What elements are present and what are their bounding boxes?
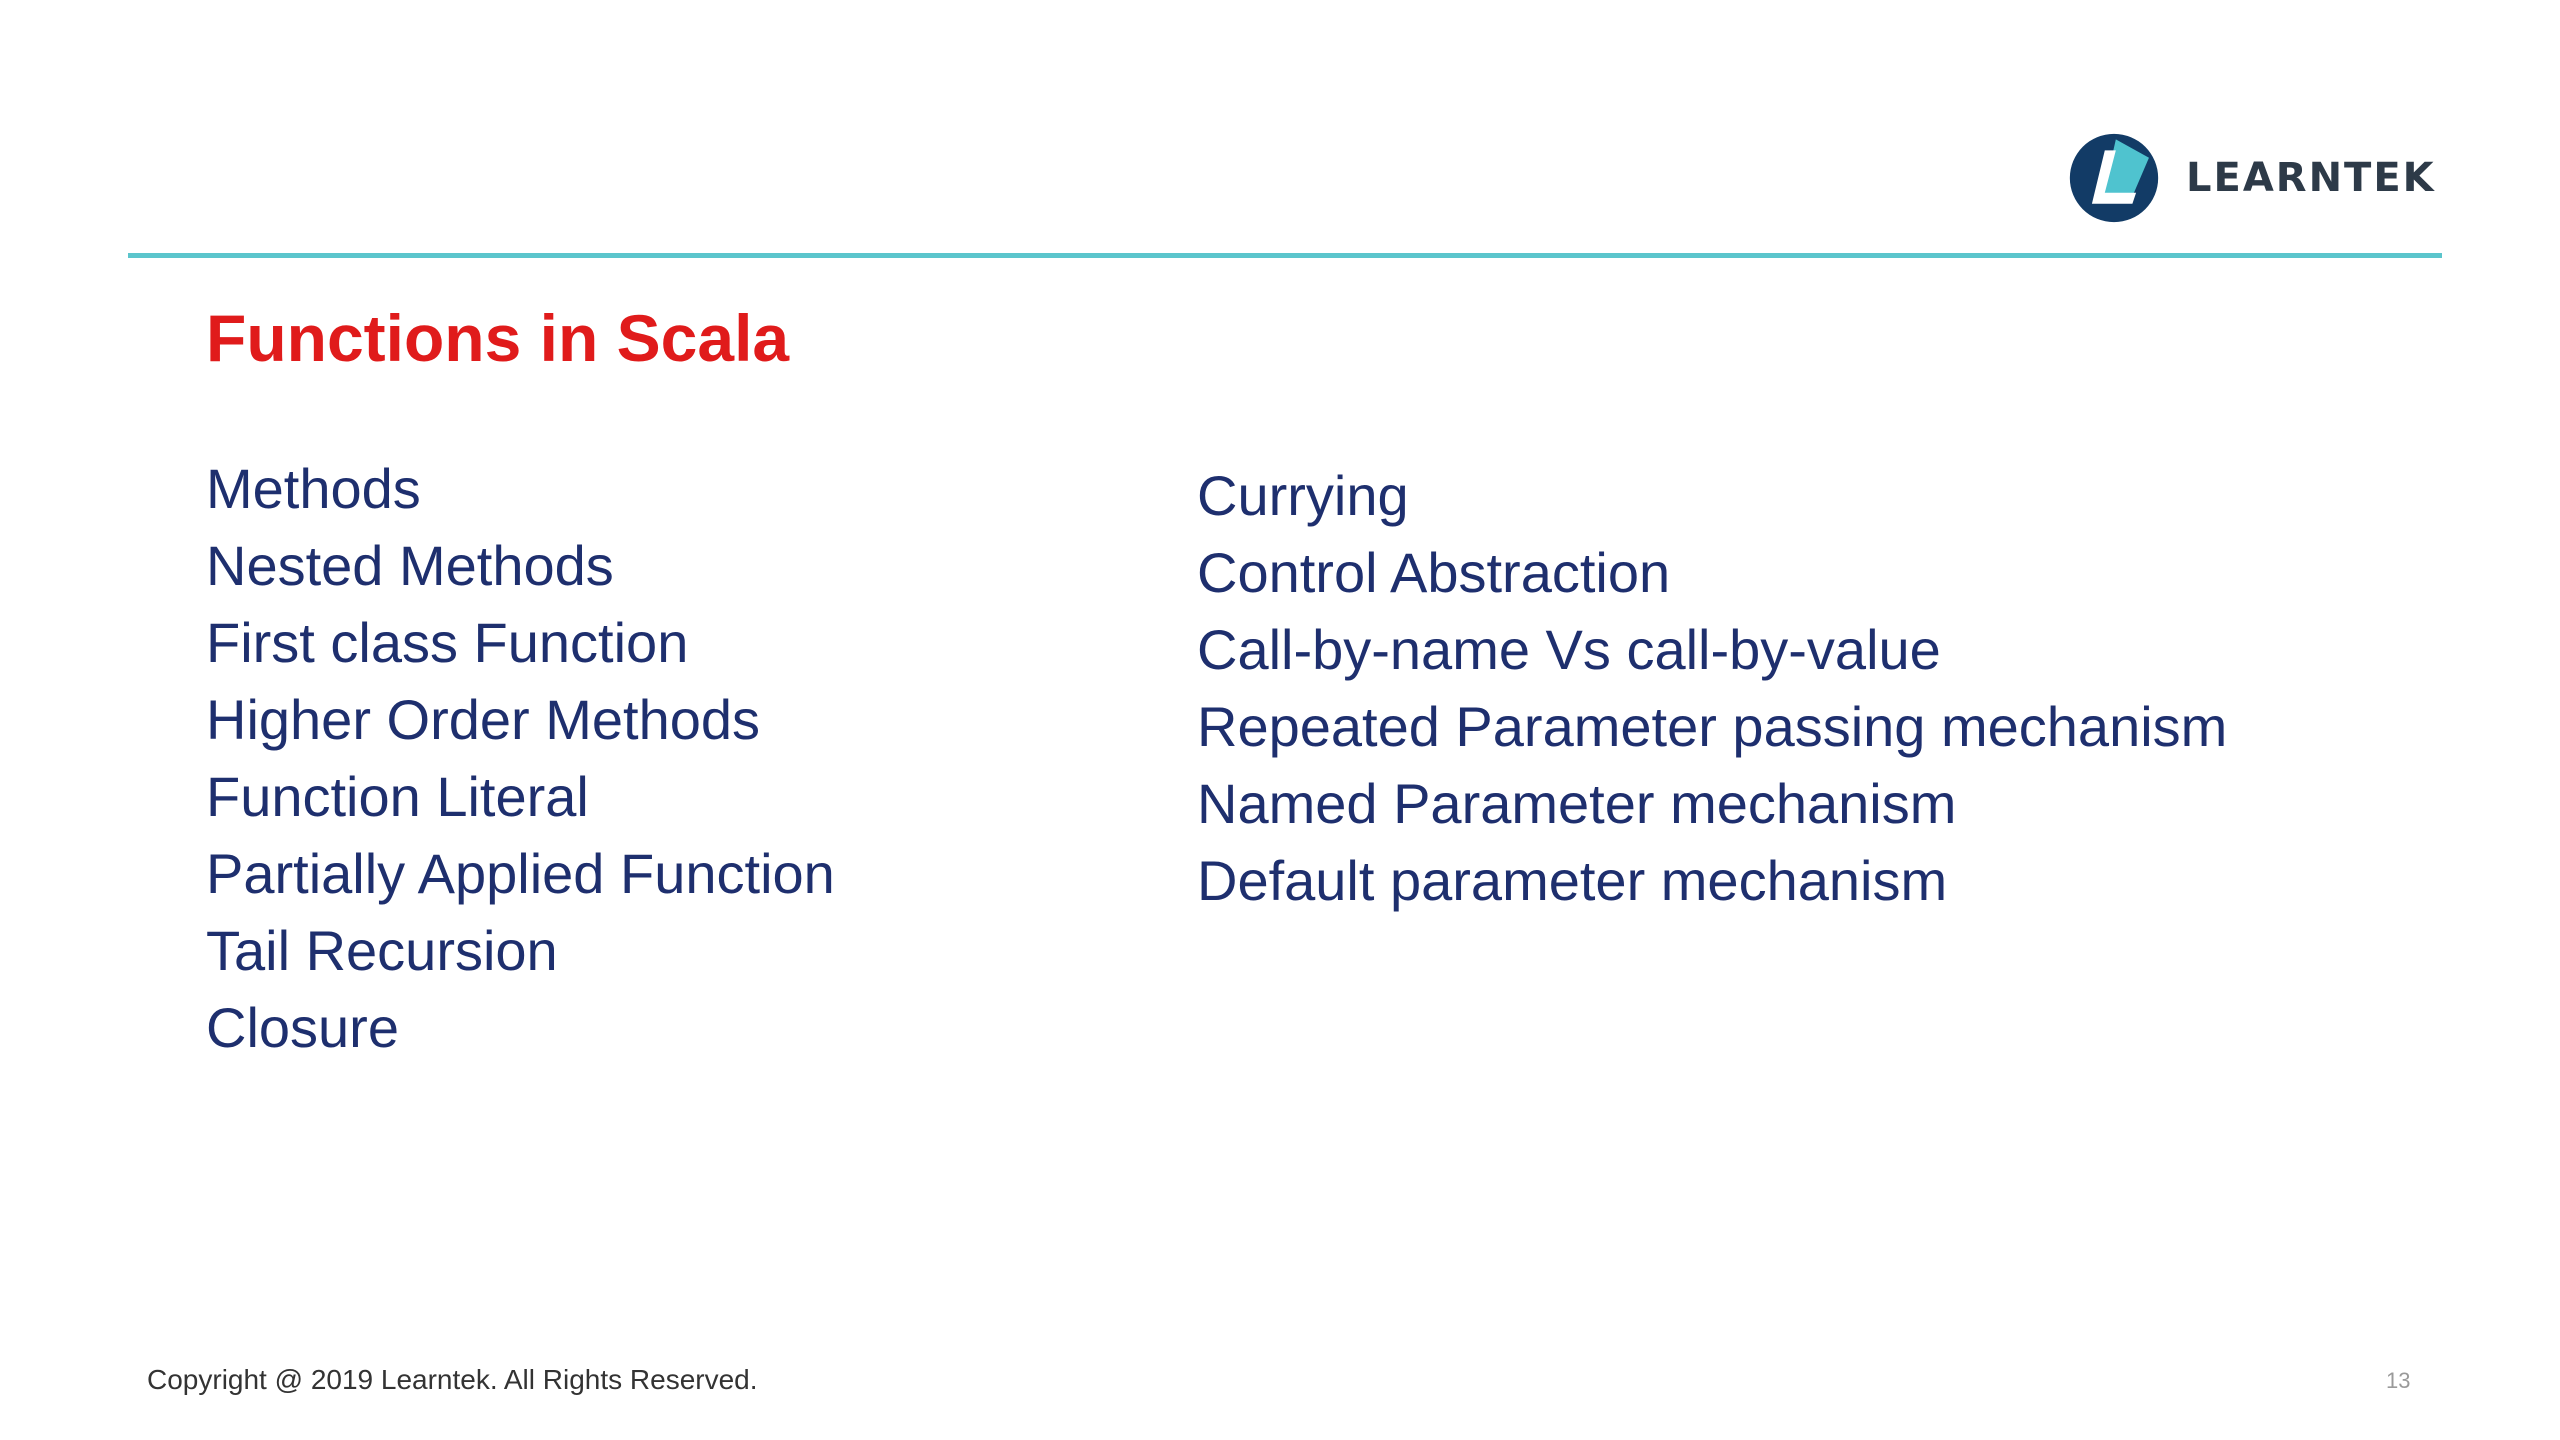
copyright-footer: Copyright @ 2019 Learntek. All Rights Reserved. bbox=[147, 1364, 758, 1395]
list-item: Call-by-name Vs call-by-value bbox=[1197, 618, 1941, 681]
list-item: Function Literal bbox=[206, 765, 589, 828]
slide-title: Functions in Scala bbox=[206, 301, 790, 375]
topic-list-right bbox=[1197, 457, 2227, 919]
list-item: Higher Order Methods bbox=[206, 688, 761, 751]
list-item: Currying bbox=[1197, 464, 1409, 527]
list-item: Nested Methods bbox=[206, 534, 614, 597]
list-item: First class Function bbox=[206, 611, 689, 674]
list-item: Tail Recursion bbox=[206, 919, 558, 982]
learntek-logo-icon bbox=[2068, 132, 2160, 224]
list-item: Closure bbox=[206, 996, 399, 1059]
logo-wordmark: LEARNTEK bbox=[2186, 155, 2436, 201]
list-item: Control Abstraction bbox=[1197, 541, 1671, 604]
learntek-logo bbox=[2068, 131, 2436, 225]
topic-list-left bbox=[206, 450, 835, 1066]
list-item: Partially Applied Function bbox=[206, 842, 835, 905]
list-item: Repeated Parameter passing mechanism bbox=[1197, 695, 2228, 758]
page-number: 13 bbox=[2386, 1368, 2411, 1393]
list-item: Default parameter mechanism bbox=[1197, 849, 1948, 912]
header-divider bbox=[128, 253, 2442, 258]
list-item: Named Parameter mechanism bbox=[1197, 772, 1957, 835]
list-item: Methods bbox=[206, 457, 421, 520]
